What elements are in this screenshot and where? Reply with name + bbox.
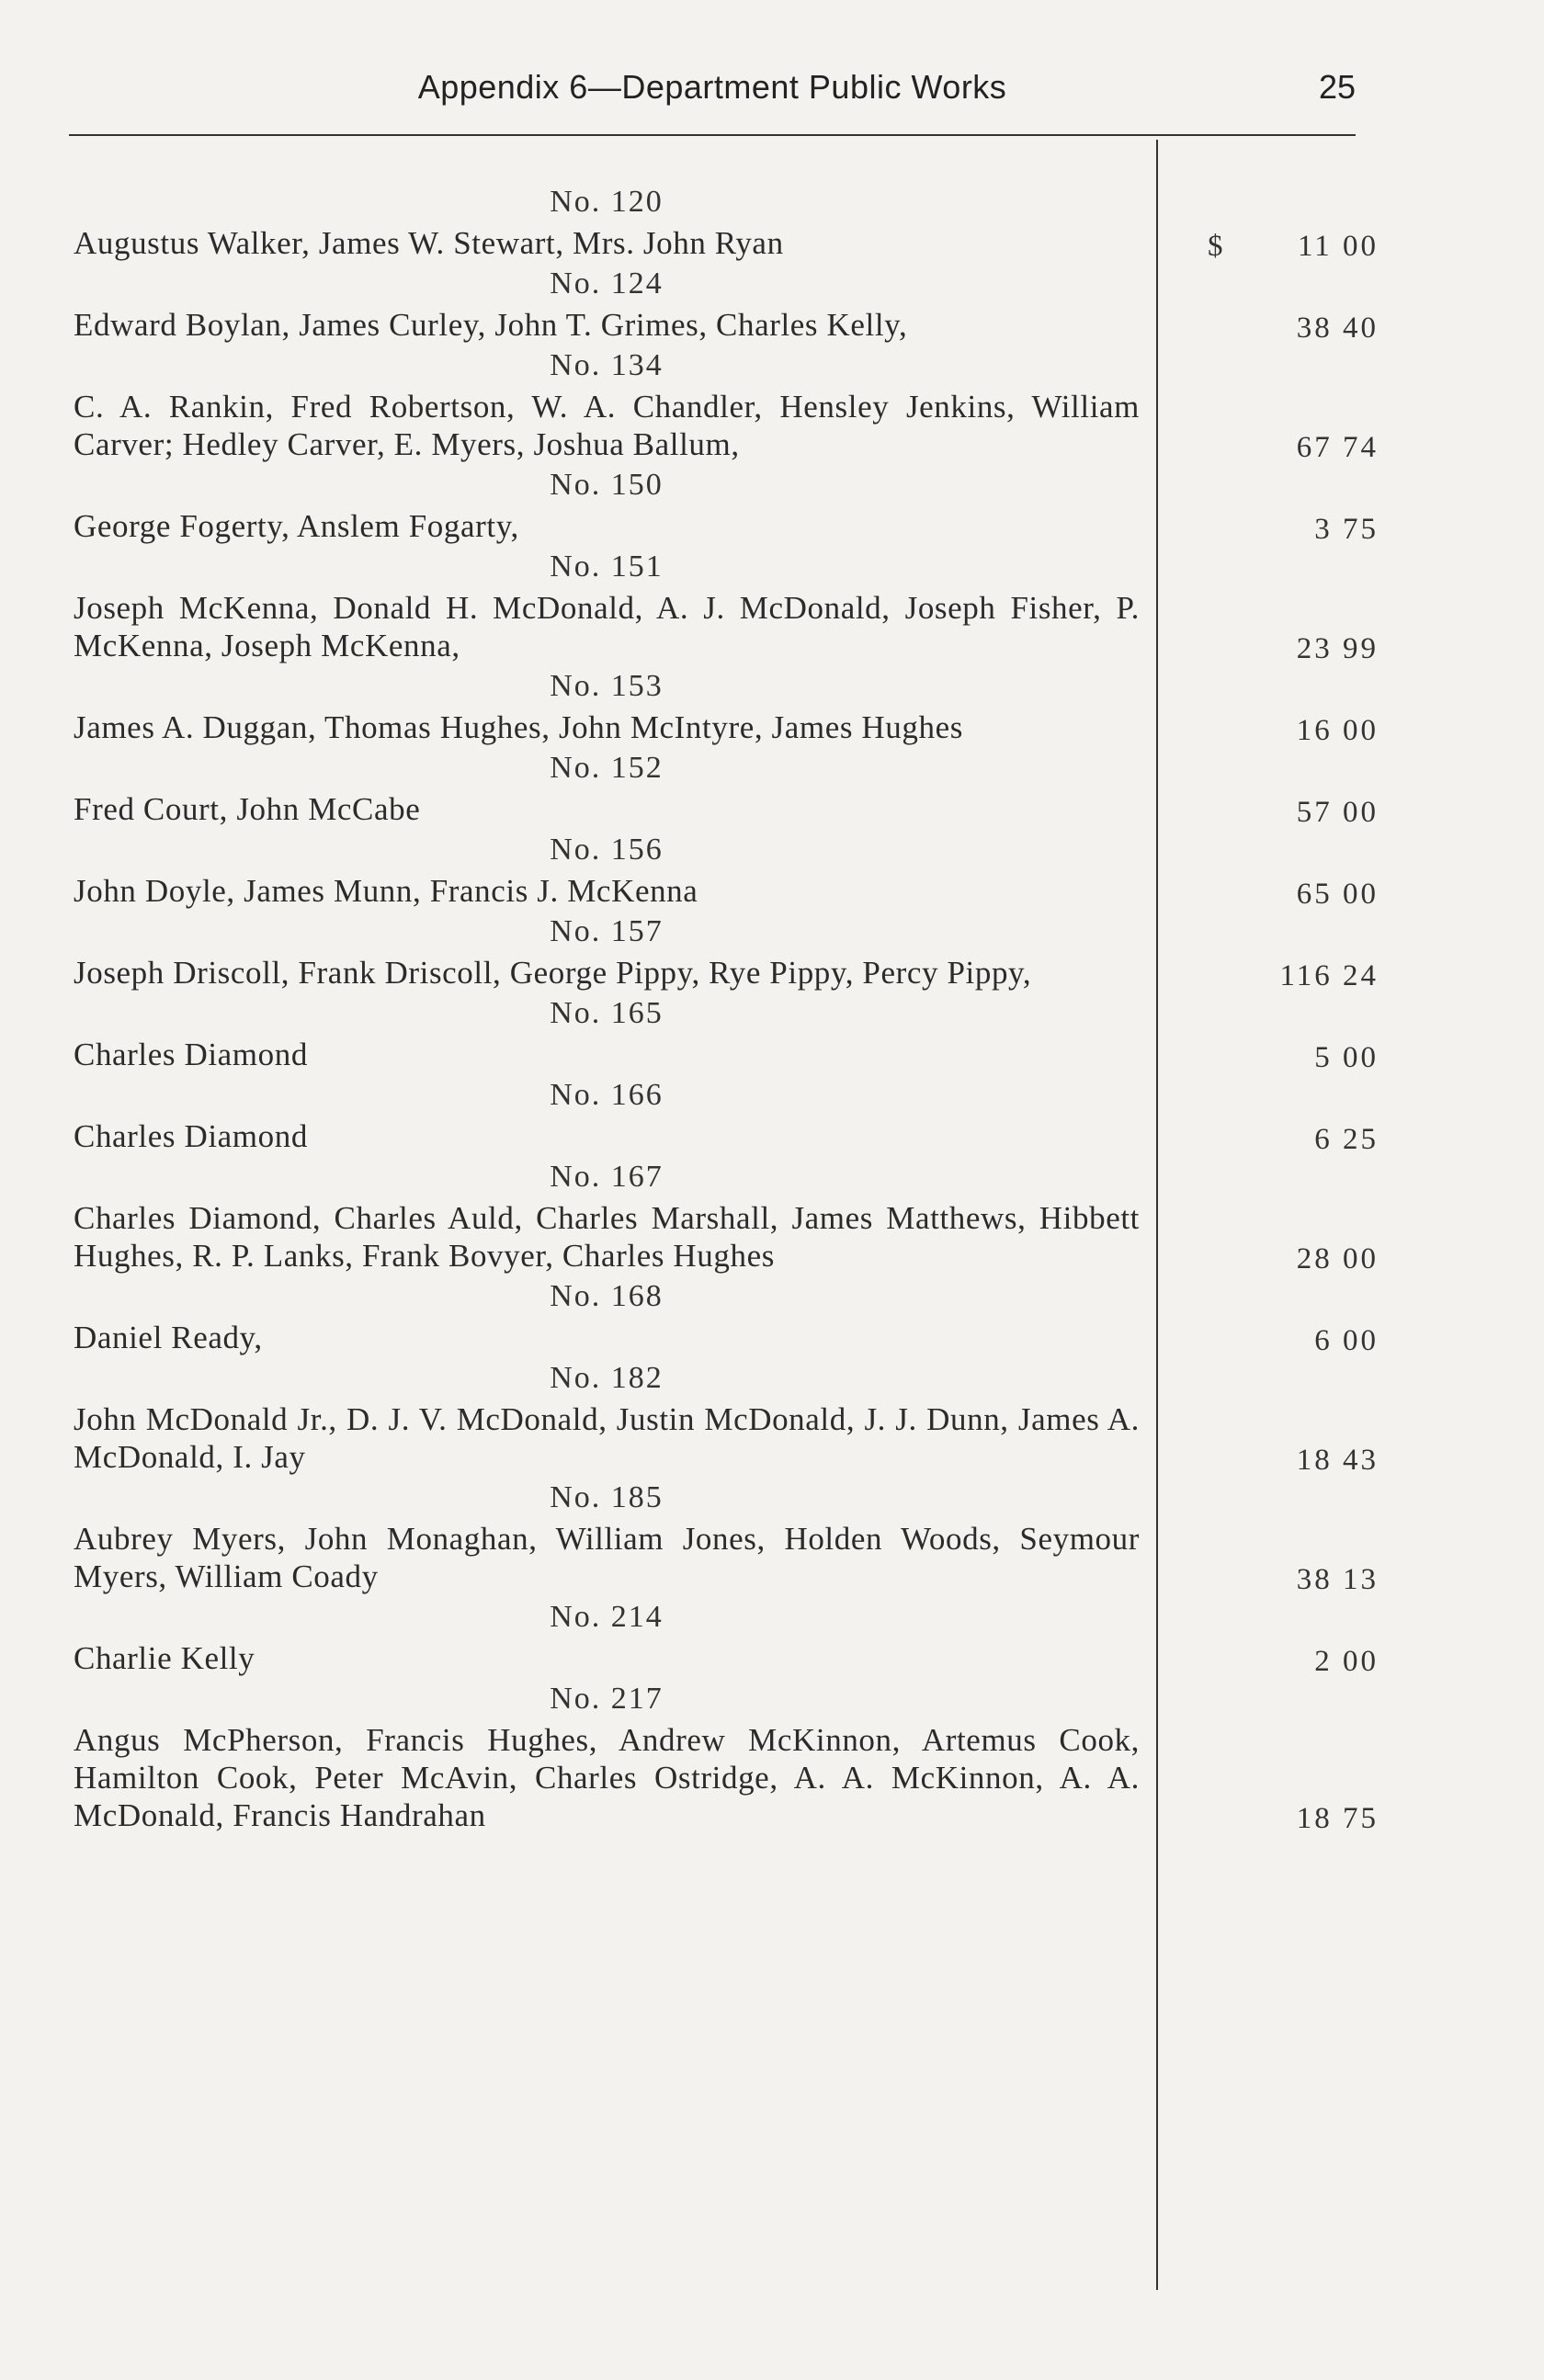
entry-number: No. 157 [550, 914, 664, 948]
amount-value: 38 40 [1296, 312, 1379, 345]
entry-number: No. 168 [550, 1279, 664, 1313]
entry-names: Fred Court, John McCabe [74, 791, 421, 827]
entry-number: No. 151 [550, 550, 664, 584]
entry-names: Daniel Ready, [74, 1320, 263, 1355]
amount-value: 28 00 [1296, 1242, 1379, 1275]
amount-value: 11 00 [1297, 230, 1379, 263]
page-number: 25 [1318, 68, 1356, 106]
entry-names: Augustus Walker, James W. Stewart, Mrs. John Ryan [74, 225, 784, 261]
entry-amount [1204, 1242, 1379, 1276]
entry-amount [1204, 230, 1379, 264]
entry-number: No. 167 [550, 1160, 664, 1194]
entry-amount [1204, 796, 1379, 830]
amount-value: 6 00 [1314, 1324, 1379, 1357]
entry-names: C. A. Rankin, Fred Robertson, W. A. Chandler, Hensley Jenkins, William Carver; Hedley Carver, E. Myers, Joshua Ballum, [74, 389, 1140, 462]
entry-number: No. 185 [550, 1480, 664, 1514]
entry-amount [1204, 878, 1379, 912]
amount-value: 16 00 [1296, 714, 1379, 747]
entry-amount [1204, 312, 1379, 346]
list-item [74, 1155, 1379, 1275]
entry-number: No. 124 [550, 266, 664, 300]
list-item [74, 910, 1379, 992]
entry-number: No. 217 [550, 1682, 664, 1716]
entry-number: No. 214 [550, 1600, 664, 1634]
entry-number: No. 152 [550, 751, 664, 785]
list-item [74, 463, 1379, 545]
entries-list [74, 180, 1379, 1834]
entry-names: Aubrey Myers, John Monaghan, William Jones, Holden Woods, Seymour Myers, William Coady [74, 1521, 1140, 1594]
list-item [74, 344, 1379, 463]
amount-value: 6 25 [1314, 1123, 1379, 1156]
list-item [74, 1073, 1379, 1155]
entry-amount [1204, 1444, 1379, 1478]
amount-value: 67 74 [1296, 431, 1379, 464]
entry-row [74, 1520, 1379, 1595]
entry-amount [1204, 431, 1379, 465]
entry-number: No. 156 [550, 833, 664, 867]
list-item [74, 180, 1379, 262]
amount-value: 23 99 [1296, 632, 1379, 665]
entry-names: Charles Diamond, Charles Auld, Charles Marshall, James Matthews, Hibbett Hughes, R. P. Lanks, Frank Bovyer, Charles Hughes [74, 1200, 1140, 1274]
entry-names: Edward Boylan, James Curley, John T. Grimes, Charles Kelly, [74, 307, 908, 343]
list-item [74, 1275, 1379, 1356]
list-item [74, 1476, 1379, 1595]
entry-number: No. 153 [550, 669, 664, 703]
page-header [69, 64, 1356, 119]
entry-amount [1204, 632, 1379, 666]
entry-row [74, 1117, 1379, 1155]
entry-row [74, 1319, 1379, 1356]
amount-value: 57 00 [1296, 796, 1379, 829]
entry-names: James A. Duggan, Thomas Hughes, John McIntyre, James Hughes [74, 709, 963, 745]
list-item [74, 828, 1379, 910]
entry-amount [1204, 1324, 1379, 1358]
entry-number: No. 182 [550, 1361, 664, 1395]
entry-amount [1204, 1041, 1379, 1075]
entry-row [74, 388, 1379, 463]
list-item [74, 664, 1379, 746]
entry-number: No. 120 [550, 185, 664, 219]
entry-names: John McDonald Jr., D. J. V. McDonald, Justin McDonald, J. J. Dunn, James A. McDonald, I. Jay [74, 1401, 1140, 1475]
running-title: Appendix 6—Department Public Works [417, 68, 1007, 106]
entry-amount [1204, 1645, 1379, 1679]
entry-number: No. 134 [550, 348, 664, 382]
entry-names: Charlie Kelly [74, 1640, 255, 1676]
list-item [74, 1677, 1379, 1834]
amount-value: 2 00 [1314, 1645, 1379, 1678]
entry-names: John Doyle, James Munn, Francis J. McKenna [74, 873, 698, 909]
entry-names: George Fogerty, Anslem Fogarty, [74, 508, 519, 544]
entry-row [74, 872, 1379, 910]
entry-row [74, 790, 1379, 828]
entry-number: No. 150 [550, 468, 664, 502]
entry-names: Charles Diamond [74, 1037, 308, 1072]
list-item [74, 262, 1379, 344]
entry-row [74, 708, 1379, 746]
entry-amount [1204, 513, 1379, 547]
entry-names: Angus McPherson, Francis Hughes, Andrew McKinnon, Artemus Cook, Hamilton Cook, Peter McAvin, Charles Ostridge, A. A. McKinnon, A. A. McDonald, Francis Handrahan [74, 1722, 1140, 1833]
amount-value: 38 13 [1296, 1563, 1379, 1596]
list-item [74, 746, 1379, 828]
amount-value: 65 00 [1296, 878, 1379, 911]
amount-value: 5 00 [1314, 1041, 1379, 1074]
entry-names: Joseph Driscoll, Frank Driscoll, George Pippy, Rye Pippy, Percy Pippy, [74, 955, 1032, 991]
entry-amount [1204, 1123, 1379, 1157]
entry-names: Joseph McKenna, Donald H. McDonald, A. J. McDonald, Joseph Fisher, P. McKenna, Joseph McKenna, [74, 590, 1140, 663]
entry-row [74, 1199, 1379, 1275]
entry-row [74, 1400, 1379, 1476]
entry-number: No. 165 [550, 996, 664, 1030]
amount-value: 3 75 [1314, 513, 1379, 546]
amount-value: 18 75 [1296, 1802, 1379, 1835]
entry-amount [1204, 1802, 1379, 1836]
entry-row [74, 507, 1379, 545]
entry-amount [1204, 959, 1379, 993]
entry-row [74, 1036, 1379, 1073]
list-item [74, 992, 1379, 1073]
entry-row [74, 954, 1379, 992]
list-item [74, 545, 1379, 664]
entry-row [74, 1639, 1379, 1677]
entry-row [74, 589, 1379, 664]
amount-value: 116 24 [1279, 959, 1379, 992]
amount-value: 18 43 [1296, 1444, 1379, 1477]
currency-symbol: $ [1208, 230, 1226, 263]
entry-number: No. 166 [550, 1078, 664, 1112]
list-item [74, 1595, 1379, 1677]
entry-amount [1204, 714, 1379, 748]
list-item [74, 1356, 1379, 1476]
entry-row [74, 224, 1379, 262]
entry-names: Charles Diamond [74, 1118, 308, 1154]
entry-amount [1204, 1563, 1379, 1597]
header-rule [69, 134, 1356, 136]
entry-row [74, 306, 1379, 344]
entry-row [74, 1721, 1379, 1834]
